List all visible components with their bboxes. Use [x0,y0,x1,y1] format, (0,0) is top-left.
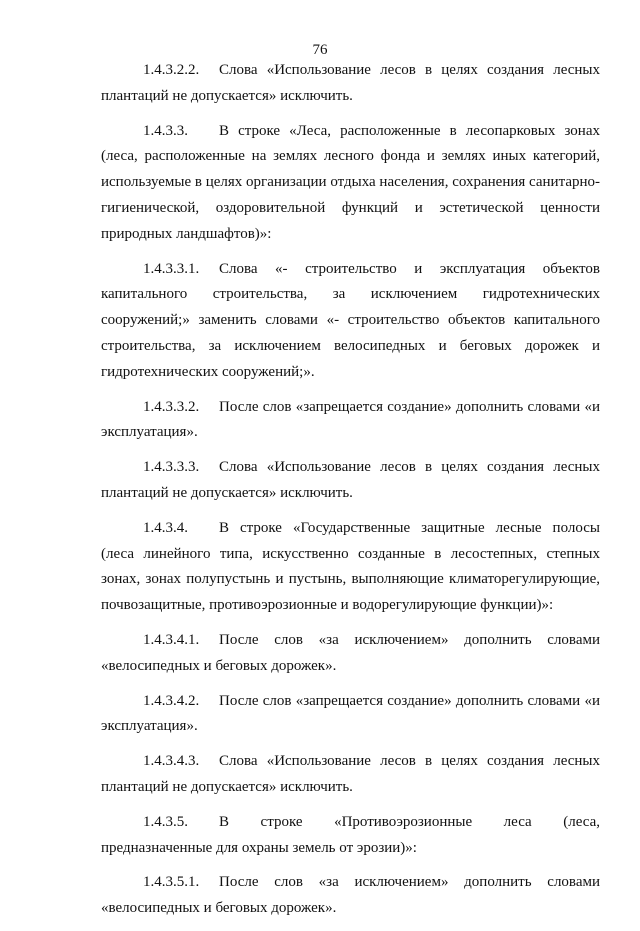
paragraph-1-4-3-4-1 [101,628,600,680]
paragraph-1-4-3-2-2 [101,58,600,110]
paragraph-text: Слова «Использование лесов в целях создания лесных плантаций не допускается» исключить. [101,459,600,501]
paragraph-number: 1.4.3.3.3. [143,459,200,476]
paragraph-text: После слов «за исключением» дополнить словами «велосипедных и беговых дорожек». [101,874,600,917]
paragraph-1-4-3-3-1 [101,257,600,386]
paragraph-text: В строке «Противоэрозионные леса (леса, предназначенные для охраны земель от эрозии)»: [101,813,600,856]
document-body [101,58,600,931]
paragraph-text: Слова «Использование лесов в целях создания лесных плантаций не допускается» исключить. [101,753,600,795]
paragraph-1-4-3-3-2 [101,395,600,447]
paragraph-1-4-3-5 [101,810,600,862]
paragraph-number: 1.4.3.2.2. [143,62,200,78]
paragraph-1-4-3-4-3 [101,749,600,801]
paragraph-number: 1.4.3.4. [143,519,188,536]
paragraph-1-4-3-4-2 [101,689,600,741]
paragraph-number: 1.4.3.5. [143,813,188,830]
paragraph-text: После слов «запрещается создание» дополнить словами «и эксплуатация». [101,398,600,441]
paragraph-number: 1.4.3.3. [143,122,188,139]
paragraph-number: 1.4.3.5.1. [143,874,200,891]
paragraph-text: Слова «- строительство и эксплуатация объектов капитального строительства, за исключением гидротехнических сооружений;» заменить словами «- строительство объектов капитального строительства, за исключением велосипедных и беговых дорожек и гидротехнических сооружений;». [101,260,600,380]
paragraph-1-4-3-4 [101,516,600,619]
page-number: 76 [312,42,328,58]
paragraph-text: После слов «за исключением» дополнить словами «велосипедных и беговых дорожек». [101,631,600,674]
paragraph-1-4-3-3 [101,119,600,248]
paragraph-text: Слова «Использование лесов в целях создания лесных плантаций не допускается» исключить. [101,62,600,104]
paragraph-1-4-3-5-1 [101,870,600,922]
paragraph-number: 1.4.3.4.1. [143,631,200,648]
paragraph-text: В строке «Леса, расположенные в лесопарковых зонах (леса, расположенные на землях лесного фонда и землях иных категорий, используемые в целях организации отдыха населения, сохранения санитарно-гигиенической, оздоровительной функций и эстетической ценности природных ландшафтов)»: [101,122,600,242]
paragraph-text: В строке «Государственные защитные лесные полосы (леса линейного типа, искусственно созданные в лесостепных, степных зонах, зонах полупустынь и пустынь, выполняющие климаторегулирующие, почвозащитные, противоэрозионные и водорегулирующие функции)»: [101,519,600,614]
paragraph-number: 1.4.3.3.2. [143,398,200,415]
paragraph-1-4-3-3-3 [101,455,600,507]
paragraph-number: 1.4.3.4.2. [143,692,200,709]
paragraph-number: 1.4.3.3.1. [143,260,200,277]
paragraph-number: 1.4.3.4.3. [143,753,200,770]
paragraph-text: После слов «запрещается создание» дополнить словами «и эксплуатация». [101,692,600,735]
